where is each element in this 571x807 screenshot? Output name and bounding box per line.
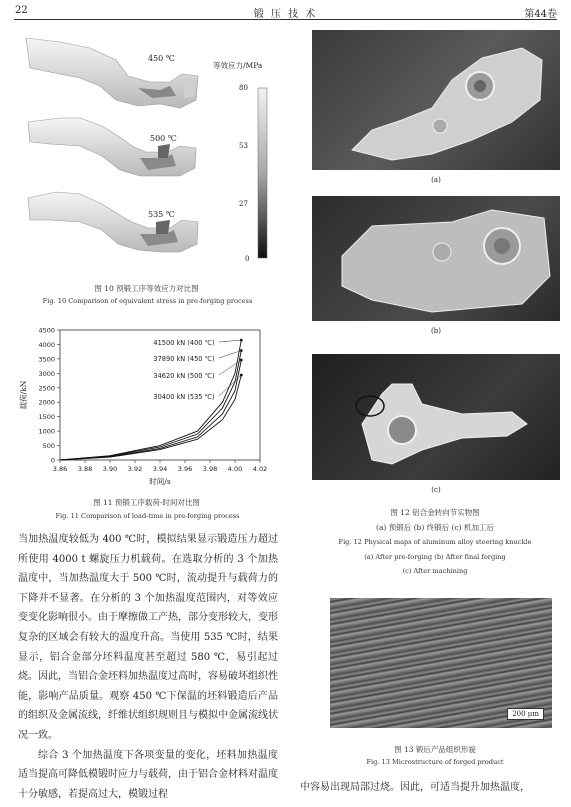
paragraph-1: 当加热温度较低为 400 ℃时，模拟结果显示锻造压力超过所使用 4000 t 螺旋压力机载荷。在选取分析的 3 个加热温度中，当加热温度大于 500 ℃时，流动提升与载荷力的下降并不显著。在分析的 3 个加热温度范围内，对等效应变变化影响很小。由于摩擦做工产热，部分变形较大，变形复杂的区域会有较大的温度升高。当使用 535 ℃时，结果显示，铝合金部分坯料温度甚至超过 580 ℃，易引起过烧。因此，当铝合金坯料加热温度过高时，容易破坏组织性能，影响产品质量。观察 450 ℃下保温的坯料锻造后产品的组织及金属流线，纤维状组织规则且与模拟中金属流线状况一致。 <box>18 534 278 741</box>
fig11-caption-cn: 图 11 预锻工序载荷-时间对比图 <box>93 498 200 507</box>
load-time-chart <box>14 322 284 487</box>
body-text-left <box>18 530 278 804</box>
temp-label-535: 535 ℃ <box>148 210 175 219</box>
x-tick-label: 4.02 <box>252 465 268 473</box>
photo-12a <box>312 30 560 170</box>
x-tick-label: 4.00 <box>227 465 243 473</box>
colorbar-tick-27: 27 <box>239 200 248 208</box>
paragraph-right: 中容易出现局部过烧。因此，可适当提升加热温度， <box>300 782 530 793</box>
y-tick-label: 4500 <box>38 326 55 335</box>
annotation-label: 30400 kN (535 ℃) <box>153 393 215 401</box>
label-12b: (b) <box>431 327 441 335</box>
y-tick-label: 500 <box>42 442 55 451</box>
page-number: 22 <box>15 5 28 16</box>
y-tick-label: 2500 <box>38 384 55 393</box>
fig12-caption-en: Fig. 12 Physical maps of aluminum alloy steering knuckle <box>338 538 532 546</box>
annotation-label: 37890 kN (450 ℃) <box>153 355 215 363</box>
fig13-caption-en: Fig. 13 Microstructure of forged product <box>366 758 504 766</box>
annotation-label: 34620 kN (500 ℃) <box>153 372 215 380</box>
contour-535 <box>28 192 198 252</box>
figure-10 <box>20 30 280 265</box>
y-axis-label: 载荷/kN <box>19 380 28 410</box>
x-tick-label: 3.94 <box>152 465 168 473</box>
y-tick-label: 1500 <box>38 413 55 422</box>
scale-bar-label: 200 μm <box>512 710 539 718</box>
fig12-caption-sub-en-1: (a) After pre-forging (b) After final forging <box>364 553 506 561</box>
colorbar-tick-53: 53 <box>239 142 248 150</box>
contour-500 <box>28 118 196 176</box>
volume-label: 第44卷 <box>524 9 557 20</box>
colorbar-tick-0: 0 <box>245 255 250 263</box>
y-tick-label: 1000 <box>38 427 55 436</box>
journal-title: 锻 压 技 术 <box>253 9 318 20</box>
series-endpoint-2 <box>240 359 243 362</box>
scale-bar <box>507 708 544 720</box>
fig10-caption-cn: 图 10 预锻工序等效应力对比图 <box>94 284 199 293</box>
fig10-caption-en: Fig. 10 Comparison of equivalent stress in pre-forging process <box>42 297 253 305</box>
colorbar-tick-80: 80 <box>239 84 248 92</box>
label-12c: (c) <box>431 486 441 494</box>
header-rule <box>14 19 557 20</box>
label-12a: (a) <box>431 176 441 184</box>
series-endpoint-1 <box>240 349 243 352</box>
figure-11-chart <box>14 322 284 487</box>
series-line-1 <box>60 351 241 461</box>
x-tick-label: 3.88 <box>77 465 93 473</box>
fig12-caption-sub-cn: (a) 预锻后 (b) 终锻后 (c) 机加工后 <box>376 523 494 532</box>
fig12-caption-cn: 图 12 铝合金转向节实物图 <box>390 508 480 517</box>
fig13-caption-cn: 图 13 锻后产品组织形貌 <box>394 745 476 754</box>
photo-12c <box>312 354 560 480</box>
annotation-leader <box>219 340 241 342</box>
colorbar <box>258 88 267 258</box>
x-tick-label: 3.90 <box>102 465 118 473</box>
x-axis-label: 时间/s <box>149 477 171 486</box>
x-tick-label: 3.98 <box>202 465 218 473</box>
x-tick-label: 3.96 <box>177 465 193 473</box>
y-tick-label: 2000 <box>38 398 55 407</box>
paragraph-2: 综合 3 个加热温度下各项变量的变化，坯料加热温度适当提高可降低模锻时应力与载荷，由于铝合金材料对温度十分敏感，若提高过大，模锻过程 <box>18 749 278 800</box>
y-tick-label: 0 <box>50 456 55 465</box>
annotation-label: 41500 kN (400 ℃) <box>153 339 215 347</box>
contour-450 <box>26 38 198 108</box>
microstructure-image <box>330 598 552 728</box>
fig11-caption-en: Fig. 11 Comparison of load-time in pre-forging process <box>55 512 240 520</box>
y-tick-label: 4000 <box>38 340 55 349</box>
colorbar-title: 等效应力/MPa <box>213 61 263 70</box>
fig12-caption-sub-en-2: (c) After machining <box>402 567 468 575</box>
temp-label-500: 500 ℃ <box>150 134 177 143</box>
y-tick-label: 3500 <box>38 355 55 364</box>
body-text-right <box>300 778 562 798</box>
y-tick-label: 3000 <box>38 369 55 378</box>
x-tick-label: 3.92 <box>127 465 143 473</box>
photo-12b <box>312 196 560 321</box>
x-tick-label: 3.86 <box>52 465 68 473</box>
temp-label-450: 450 ℃ <box>148 54 175 63</box>
